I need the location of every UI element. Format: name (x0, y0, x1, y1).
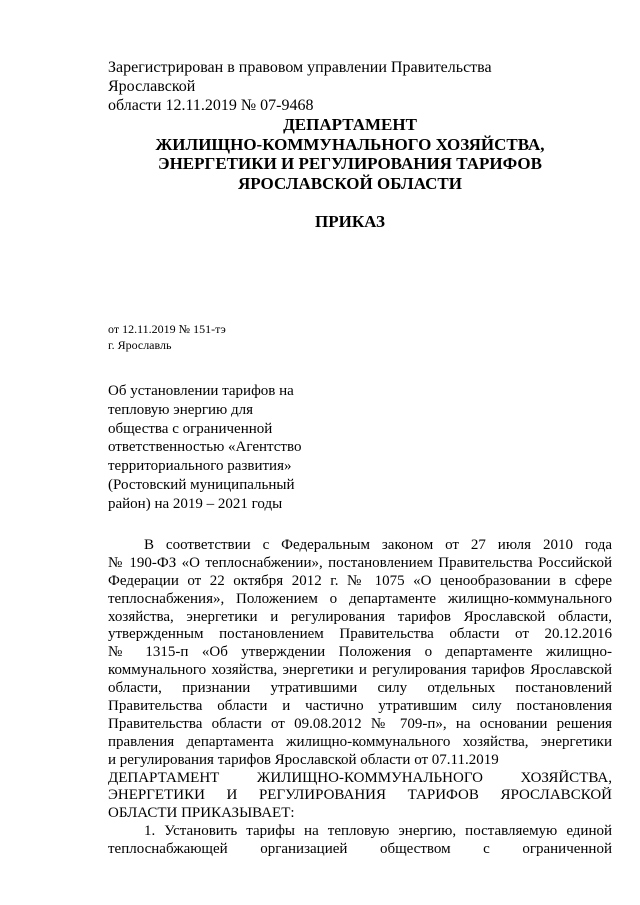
subject-line: район) на 2019 – 2021 годы (108, 495, 283, 512)
order-date: от 12.11.2019 № 151-тэ (108, 322, 226, 336)
subject-line: Об установлении тарифов на (108, 383, 294, 399)
body-line: Правительства области от 09.08.2012 № 709-п», на основании решения (108, 715, 612, 732)
subject-line: ответственностью «Агентство (108, 439, 302, 456)
body-line: коммунального хозяйства, энергетики и регулирования тарифов Ярославской (108, 662, 612, 679)
order-city: г. Ярославль (108, 338, 172, 352)
body-line: теплоснабжающей организацией обществом с ограниченной (108, 841, 612, 858)
body-line: правления департамента жилищно-коммунального хозяйства, энергетики (108, 733, 612, 750)
body-line: № 190-ФЗ «О теплоснабжении», постановлением Правительства Российской (108, 554, 612, 571)
subject-line: (Ростовский муниципальный (108, 476, 295, 493)
registration-line: Зарегистрирован в правовом управлении Правительства Ярославской (108, 59, 492, 95)
department-line: ЭНЕРГЕТИКИ И РЕГУЛИРОВАНИЯ ТАРИФОВ (158, 154, 542, 173)
body-line: ЭНЕРГЕТИКИ И РЕГУЛИРОВАНИЯ ТАРИФОВ ЯРОСЛАВСКОЙ (108, 787, 612, 804)
department-line: ЖИЛИЩНО-КОММУНАЛЬНОГО ХОЗЯЙСТВА, (155, 134, 545, 154)
order-subject (108, 382, 338, 514)
registration-line: области 12.11.2019 № 07-9468 (108, 97, 314, 114)
body-line: теплоснабжения», Положением о департаменте жилищно-коммунального (108, 590, 612, 607)
order-body (108, 537, 612, 859)
body-line: области, признании утратившими силу отдельных постановлений (108, 680, 612, 697)
subject-line: тепловую энергию для (108, 401, 254, 418)
department-header (100, 115, 600, 193)
body-line: и регулирования тарифов Ярославской области от 07.11.2019 (108, 751, 499, 768)
subject-line: общества с ограниченной (108, 420, 273, 437)
body-line: хозяйства, энергетики и регулирования тарифов Ярославской области, (108, 608, 612, 625)
subject-line: территориального развития» (108, 458, 292, 475)
department-line: ДЕПАРТАМЕНТ (283, 115, 417, 134)
body-line: В соответствии с Федеральным законом от 27 июля 2010 года (144, 537, 612, 553)
body-line: утвержденным постановлением Правительства области от 20.12.2016 (108, 626, 612, 643)
body-line: Федерации от 22 октября 2012 г. № 1075 «О ценообразовании в сфере (108, 572, 612, 589)
body-line: 1. Установить тарифы на тепловую энергию, поставляемую единой (144, 823, 612, 840)
body-line: № 1315-п «Об утверждении Положения о департаменте жилищно- (108, 644, 612, 661)
body-line: Правительства области и частично утратившим силу постановления (108, 698, 612, 715)
body-line: ДЕПАРТАМЕНТ ЖИЛИЩНО-КОММУНАЛЬНОГО ХОЗЯЙСТВА, (108, 769, 612, 786)
department-line: ЯРОСЛАВСКОЙ ОБЛАСТИ (238, 173, 462, 193)
body-line: ОБЛАСТИ ПРИКАЗЫВАЕТ: (108, 805, 295, 822)
registration-note (108, 58, 578, 115)
order-title: ПРИКАЗ (315, 212, 385, 231)
